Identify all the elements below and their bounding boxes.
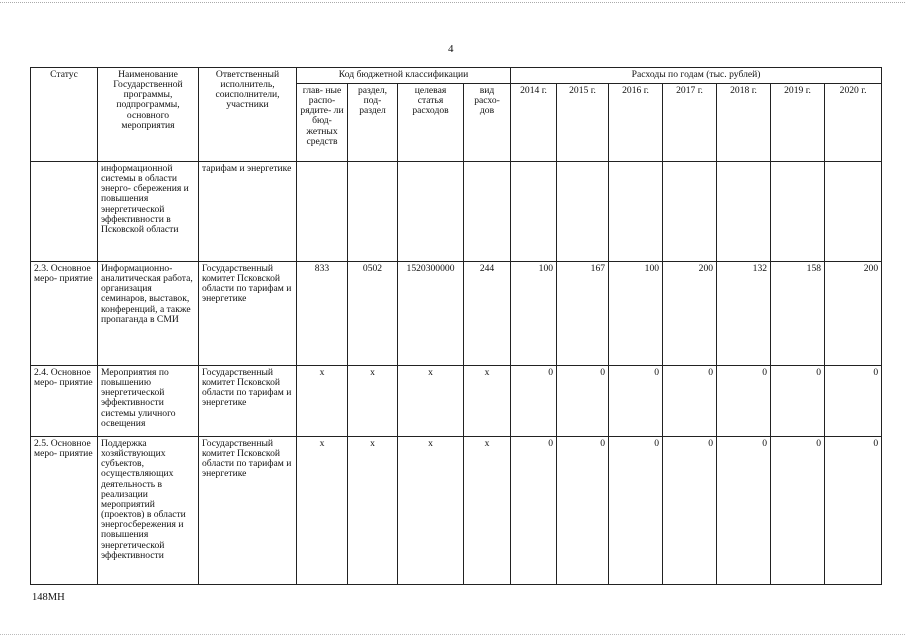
budget-table	[30, 67, 882, 585]
header-target-article: целевая статья расходов	[398, 84, 464, 162]
row-name: информационной системы в области энерго- сбережения и повышения энергетической эффективности в Псковской области	[98, 162, 199, 262]
header-year: 2017 г.	[663, 84, 717, 162]
header-main-managers: глав- ные распо- рядите- ли бюд- жетных средств	[297, 84, 348, 162]
table-row	[31, 366, 882, 437]
scan-edge-bottom	[0, 634, 905, 636]
row-code	[348, 162, 398, 262]
row-code: 1520300000	[398, 262, 464, 366]
document-code: 148МН	[32, 592, 65, 603]
row-value: 0	[609, 366, 663, 437]
row-code	[398, 162, 464, 262]
row-value: 200	[825, 262, 882, 366]
header-year: 2015 г.	[557, 84, 609, 162]
row-code: х	[398, 366, 464, 437]
header-year: 2018 г.	[717, 84, 771, 162]
row-value: 0	[717, 366, 771, 437]
header-responsible: Ответственный исполнитель, соисполнители, участники	[199, 68, 297, 162]
row-responsible: Государственный комитет Псковской области по тарифам и энергетике	[199, 366, 297, 437]
table-row	[31, 262, 882, 366]
row-code: х	[464, 366, 511, 437]
row-value: 0	[825, 437, 882, 585]
header-year: 2020 г.	[825, 84, 882, 162]
row-code: х	[297, 366, 348, 437]
row-code: 0502	[348, 262, 398, 366]
row-status: 2.3. Основное меро- приятие	[31, 262, 98, 366]
row-value: 158	[771, 262, 825, 366]
row-value: 132	[717, 262, 771, 366]
row-value: 0	[663, 437, 717, 585]
row-value: 0	[511, 437, 557, 585]
row-code: х	[297, 437, 348, 585]
header-status: Статус	[31, 68, 98, 162]
row-value: 0	[557, 437, 609, 585]
row-status: 2.4. Основное меро- приятие	[31, 366, 98, 437]
row-value: 0	[717, 437, 771, 585]
row-status: 2.5. Основное меро- приятие	[31, 437, 98, 585]
row-value: 0	[663, 366, 717, 437]
header-name: Наименование Государственной программы, подпрограммы, основного мероприятия	[98, 68, 199, 162]
row-responsible: Государственный комитет Псковской области по тарифам и энергетике	[199, 437, 297, 585]
row-value	[717, 162, 771, 262]
table-row	[31, 437, 882, 585]
header-year: 2014 г.	[511, 84, 557, 162]
row-value: 100	[511, 262, 557, 366]
row-code: х	[398, 437, 464, 585]
page-number: 4	[448, 43, 454, 55]
table-row	[31, 162, 882, 262]
row-name: Информационно- аналитическая работа, организация семинаров, выставок, конференций, а также пропаганда в СМИ	[98, 262, 199, 366]
row-value: 0	[825, 366, 882, 437]
row-value: 0	[771, 437, 825, 585]
row-value: 167	[557, 262, 609, 366]
row-value	[557, 162, 609, 262]
scan-edge-top	[0, 2, 905, 4]
header-year: 2019 г.	[771, 84, 825, 162]
row-value: 0	[771, 366, 825, 437]
row-code: 833	[297, 262, 348, 366]
row-responsible: тарифам и энергетике	[199, 162, 297, 262]
row-responsible: Государственный комитет Псковской области по тарифам и энергетике	[199, 262, 297, 366]
row-value	[825, 162, 882, 262]
row-name: Мероприятия по повышению энергетической эффективности системы уличного освещения	[98, 366, 199, 437]
row-value	[609, 162, 663, 262]
row-code: х	[348, 366, 398, 437]
row-value: 200	[663, 262, 717, 366]
row-value	[663, 162, 717, 262]
row-name: Поддержка хозяйствующих субъектов, осуществляющих деятельность в реализации мероприятий (проектов) в области энергосбережения и повышения энергетической эффективности	[98, 437, 199, 585]
header-expenses: Расходы по годам (тыс. рублей)	[511, 68, 882, 84]
row-value	[771, 162, 825, 262]
header-year: 2016 г.	[609, 84, 663, 162]
row-value: 0	[557, 366, 609, 437]
row-code	[297, 162, 348, 262]
row-code: 244	[464, 262, 511, 366]
header-section: раздел, под- раздел	[348, 84, 398, 162]
header-budget-code: Код бюджетной классификации	[297, 68, 511, 84]
row-code	[464, 162, 511, 262]
row-value: 100	[609, 262, 663, 366]
row-code: х	[464, 437, 511, 585]
header-expense-type: вид расхо- дов	[464, 84, 511, 162]
row-code: х	[348, 437, 398, 585]
row-value: 0	[609, 437, 663, 585]
row-status	[31, 162, 98, 262]
row-value	[511, 162, 557, 262]
row-value: 0	[511, 366, 557, 437]
